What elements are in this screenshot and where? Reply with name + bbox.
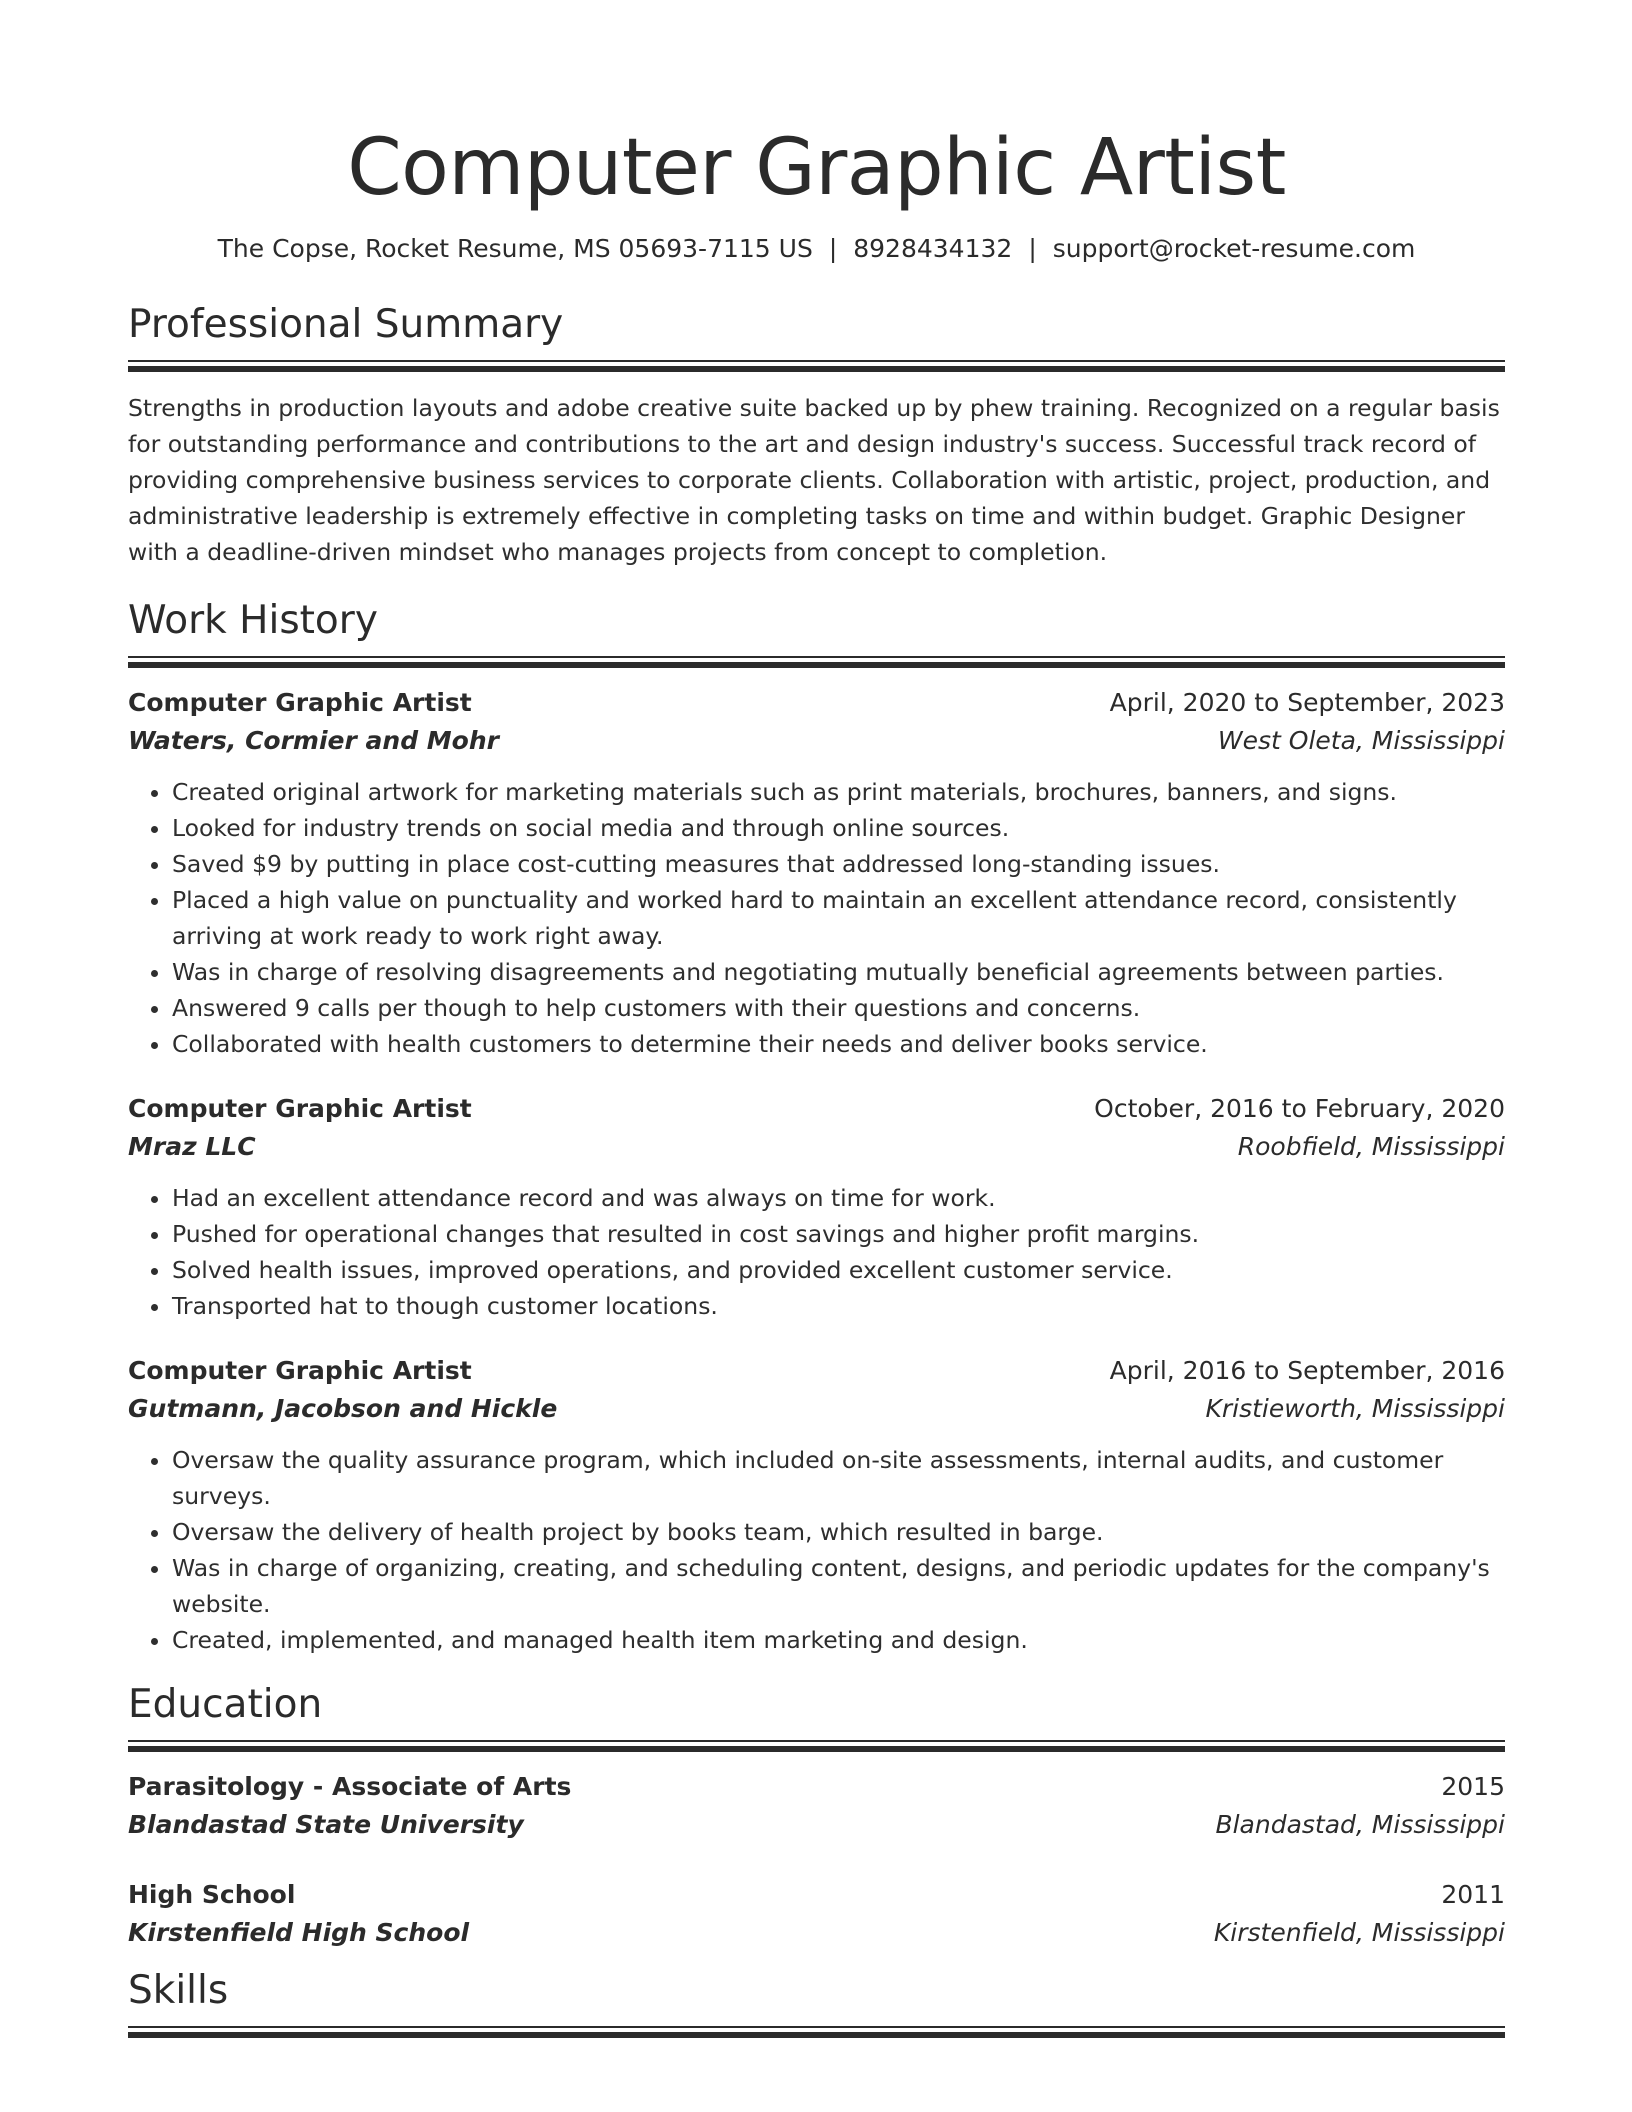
job-header-row bbox=[128, 684, 1505, 722]
job-bullet: • Had an excellent attendance record and was always on time for work. bbox=[172, 1180, 1505, 1216]
section-divider bbox=[128, 1740, 1505, 1752]
job-bullet: • Solved health issues, improved operations, and provided excellent customer service. bbox=[172, 1252, 1505, 1288]
education-degree: Parasitology - Associate of Arts bbox=[128, 1772, 572, 1801]
education-entry bbox=[128, 1768, 1505, 1844]
education-year: 2015 bbox=[1441, 1772, 1505, 1801]
education-school-row bbox=[128, 1914, 1505, 1952]
section-divider bbox=[128, 360, 1505, 372]
job-entry bbox=[128, 1090, 1505, 1324]
job-location: Kristieworth, Mississippi bbox=[1205, 1394, 1505, 1423]
education-degree: High School bbox=[128, 1880, 296, 1909]
section-heading-education: Education bbox=[128, 1682, 323, 1727]
contact-line bbox=[128, 232, 1505, 266]
education-header-row bbox=[128, 1768, 1505, 1806]
contact-separator: | bbox=[1028, 234, 1037, 263]
section-divider bbox=[128, 656, 1505, 668]
job-dates: October, 2016 to February, 2020 bbox=[1094, 1094, 1505, 1123]
job-bullet: • Placed a high value on punctuality and worked hard to maintain an excellent attendance record, consistently arriving at work ready to work right away. bbox=[172, 882, 1505, 954]
job-bullet: • Created, implemented, and managed health item marketing and design. bbox=[172, 1622, 1505, 1658]
summary-section bbox=[128, 300, 1505, 570]
job-dates: April, 2020 to September, 2023 bbox=[1109, 688, 1505, 717]
education-location: Blandastad, Mississippi bbox=[1215, 1810, 1505, 1839]
job-header-row bbox=[128, 1352, 1505, 1390]
job-bullet: • Created original artwork for marketing materials such as print materials, brochures, banners, and signs. bbox=[172, 774, 1505, 810]
job-employer: Mraz LLC bbox=[128, 1132, 256, 1161]
job-title: Computer Graphic Artist bbox=[128, 1094, 472, 1123]
job-title: Computer Graphic Artist bbox=[128, 1356, 472, 1385]
summary-text: Strengths in production layouts and adobe creative suite backed up by phew training. Recognized on a regular basis for outstanding performance and contributions to the art and design industry's success. Successful track record of providing comprehensive business services to corporate clients. Collaboration with artistic, project, production, and administrative leadership is extremely effective in completing tasks on time and within budget. Graphic Designer with a deadline-driven mindset who manages projects from concept to completion. bbox=[128, 394, 1500, 566]
job-entry bbox=[128, 684, 1505, 1062]
job-bullet: • Saved $9 by putting in place cost-cutting measures that addressed long-standing issues. bbox=[172, 846, 1505, 882]
education-entry bbox=[128, 1876, 1505, 1952]
job-bullet: • Was in charge of resolving disagreements and negotiating mutually beneficial agreements between parties. bbox=[172, 954, 1505, 990]
contact-phone: 8928434132 bbox=[853, 234, 1013, 263]
contact-separator: | bbox=[828, 234, 838, 263]
education-year: 2011 bbox=[1441, 1880, 1505, 1909]
job-bullet-list bbox=[128, 1442, 1505, 1658]
resume-title: Computer Graphic Artist bbox=[347, 123, 1286, 213]
job-bullet: • Was in charge of organizing, creating, and scheduling content, designs, and periodic updates for the company's website. bbox=[172, 1550, 1505, 1622]
job-bullet: • Oversaw the delivery of health project by books team, which resulted in barge. bbox=[172, 1514, 1505, 1550]
job-employer-row bbox=[128, 1390, 1505, 1428]
education-school: Blandastad State University bbox=[128, 1810, 524, 1839]
job-dates: April, 2016 to September, 2016 bbox=[1109, 1356, 1505, 1385]
section-divider bbox=[128, 2026, 1505, 2038]
job-location: Roobfield, Mississippi bbox=[1237, 1132, 1505, 1161]
job-entry bbox=[128, 1352, 1505, 1658]
job-employer: Waters, Cormier and Mohr bbox=[128, 726, 499, 755]
section-heading-skills: Skills bbox=[128, 1968, 229, 2013]
job-bullet: • Answered 9 calls per though to help customers with their questions and concerns. bbox=[172, 990, 1505, 1026]
job-header-row bbox=[128, 1090, 1505, 1128]
contact-address: The Copse, Rocket Resume, MS 05693-7115 US bbox=[217, 234, 813, 263]
job-bullet-list bbox=[128, 774, 1505, 1062]
job-bullet: • Transported hat to though customer locations. bbox=[172, 1288, 1505, 1324]
work-history-section bbox=[128, 596, 1505, 1658]
job-employer: Gutmann, Jacobson and Hickle bbox=[128, 1394, 558, 1423]
job-employer-row bbox=[128, 1128, 1505, 1166]
job-title: Computer Graphic Artist bbox=[128, 688, 472, 717]
education-school: Kirstenfield High School bbox=[128, 1918, 470, 1947]
education-header-row bbox=[128, 1876, 1505, 1914]
job-employer-row bbox=[128, 722, 1505, 760]
education-school-row bbox=[128, 1806, 1505, 1844]
job-location: West Oleta, Mississippi bbox=[1217, 726, 1505, 755]
section-heading-summary: Professional Summary bbox=[128, 302, 564, 347]
job-bullet: • Looked for industry trends on social media and through online sources. bbox=[172, 810, 1505, 846]
job-bullet: • Collaborated with health customers to determine their needs and deliver books service. bbox=[172, 1026, 1505, 1062]
skills-section bbox=[128, 1966, 1505, 2038]
education-section bbox=[128, 1680, 1505, 1952]
contact-email: support@rocket-resume.com bbox=[1052, 234, 1416, 263]
job-bullet: • Oversaw the quality assurance program, which included on-site assessments, internal audits, and customer surveys. bbox=[172, 1442, 1505, 1514]
education-location: Kirstenfield, Mississippi bbox=[1213, 1918, 1505, 1947]
job-bullet-list bbox=[128, 1180, 1505, 1324]
section-heading-work-history: Work History bbox=[128, 598, 378, 643]
job-bullet: • Pushed for operational changes that resulted in cost savings and higher profit margins. bbox=[172, 1216, 1505, 1252]
